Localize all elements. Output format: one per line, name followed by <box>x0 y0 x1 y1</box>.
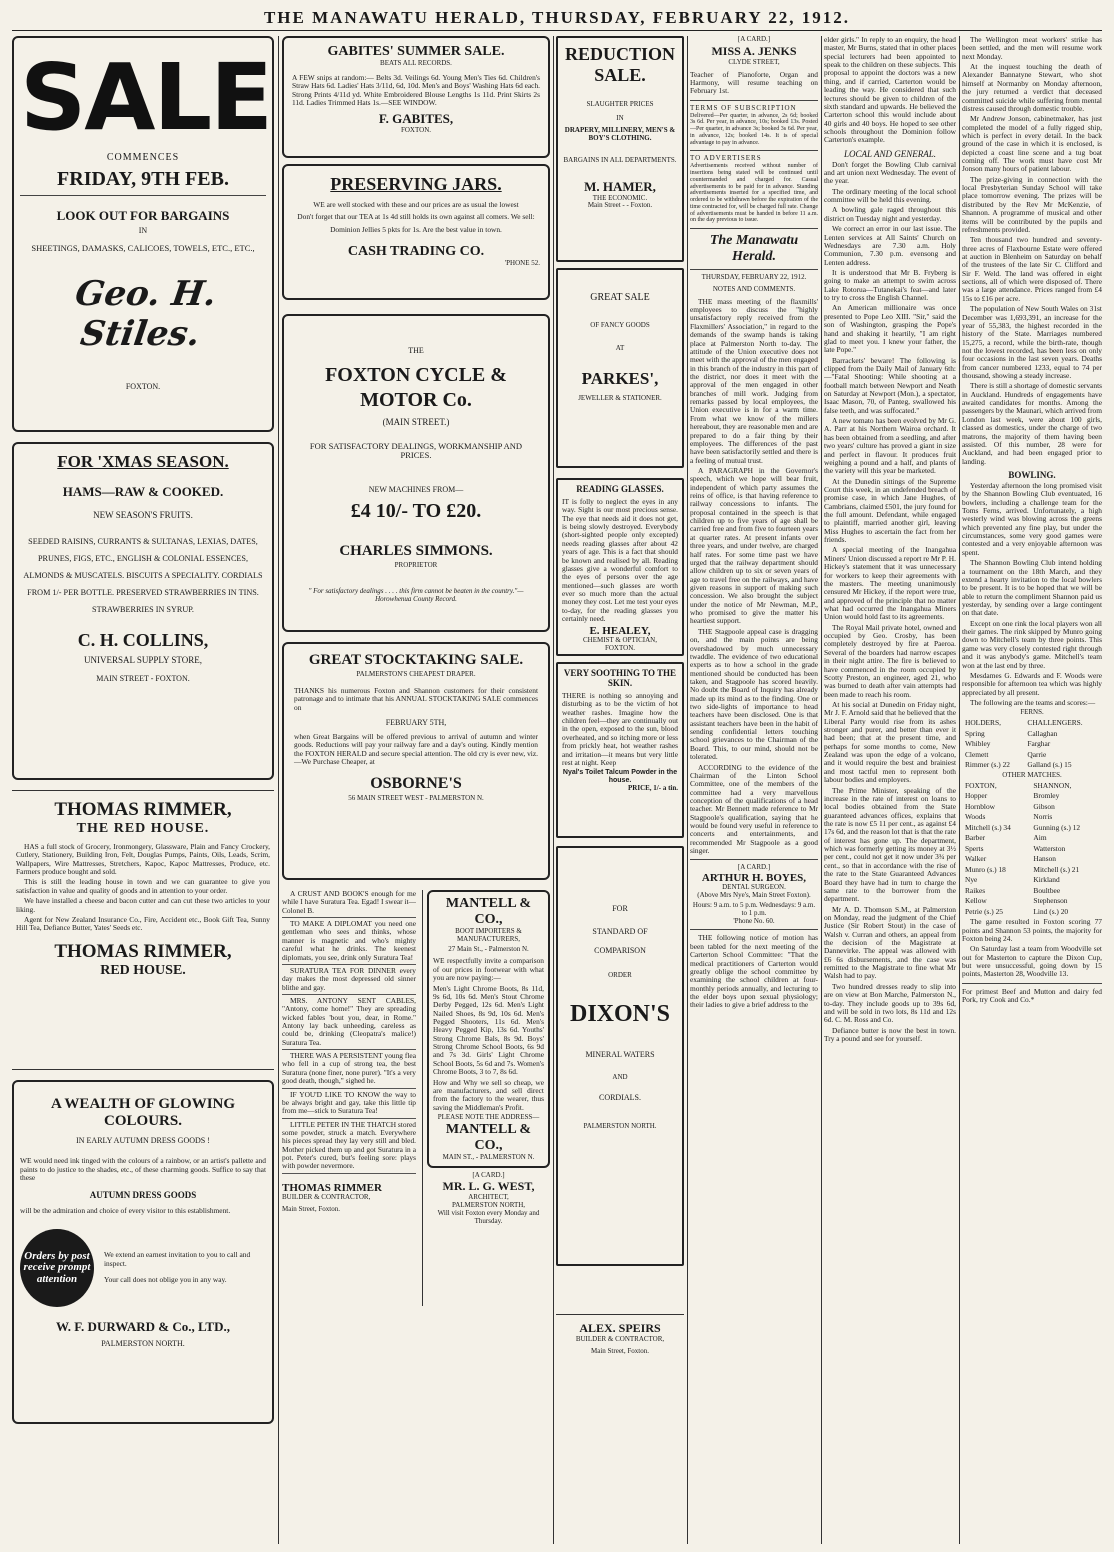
collins-hams: HAMS—RAW & COOKED. <box>62 484 224 499</box>
healey-body: IT is folly to neglect the eyes in any way. Sight is our most precious sense. The eye that needs aid it does not get, is being slowly destroyed. Everybody (short-sighted people only excepted) needs reading glasses after about 42 years of age. This is a fact that should be known and realised by all. Reading glasses give a wonderful comfort to the eyes of persons over the age mentioned—such glasses are worth ever so much more than the actual money they cost. Let me test your eyes to-day, for the reading glasses you certainly need. <box>562 497 678 624</box>
mantell-p1: WE respectfully invite a comparison of our prices in footwear with what you are now paying:— <box>433 956 544 983</box>
west-title: ARCHITECT, <box>468 1193 509 1202</box>
divider <box>690 100 818 101</box>
skin-ad <box>556 662 684 838</box>
healey-name: E. HEALEY, <box>589 625 651 638</box>
table-row: Petrie (s.) 25 Lind (s.) 20 <box>965 906 1069 916</box>
hamer-l3: DRAPERY, MILLINERY, MEN'S & BOY'S CLOTHING. <box>564 126 676 142</box>
cycle-prop: CHARLES SIMMONS. <box>339 543 493 560</box>
rimmer2-sub: BUILDER & CONTRACTOR, <box>282 1192 371 1201</box>
jars-ad <box>282 164 550 300</box>
suratura-items <box>282 890 416 1174</box>
local-title: LOCAL AND GENERAL. <box>844 148 936 159</box>
mantell-column <box>422 890 550 1306</box>
boyes-addr: (Above Mrs Nye's, Main Street Foxton). <box>697 891 811 900</box>
rimmer-p1: HAS a full stock of Grocery, Ironmongery, Glassware, Plain and Fancy Crockery, Cutlery, Stationery, Building Iron, Felt, Douglas Pumps, Paints, Oils, Leads, Scrim, Wallpapers, Wire Mattresses, Stretchers, Kapoc, Kapoc Mattresses, Produce, etc. Farmers produce bought and sold. <box>16 842 270 877</box>
dixon-l6: AND <box>612 1072 628 1081</box>
collins-list: SEEDED RAISINS, CURRANTS & SULTANAS, LEXIAS, DATES, PRUNES, FIGS, ETC., ENGLISH & COLONIAL ESSENCES, ALMONDS & MUSCATELS. BISCUITS A SPECIALITY. CORDIALS FROM 1/- PER BOTTLE. PRESERVED STRAWBERRIES IN TINS. STRAWBERRIES IN SYRUP. <box>23 537 263 614</box>
local-p8: A new tomato has been evolved by Mr G. A. Parr at his Northern Wairoa orchard. It has been obtained from a seedling, and after two years' culture has proved a giant in size and perfect in flavour. It produces fruit weighing a pound and a half, and plants of the variety will this year be marketed. <box>824 416 956 476</box>
terms-body: Delivered—Per quarter, in advance, 2s 6d; booked 3s 6d. Per year, in advance, 10s; booked 13s. Posted—Per quarter, in advance 3s; booked 3s 6d. Per year, in advance, 12s; booked 14s. It is of special advantage to pay in advance. <box>690 112 818 146</box>
local-p5: It is understood that Mr B. Fryberg is going to make an attempt to swim across Lake Rotorua—Tutanekai's feat—and later to try to cross the English Channel. <box>824 267 956 303</box>
suratura-item: LITTLE PETER IN THE THATCH stored some powder, struck a match. Everywhere his pieces spread they lay very still and bled. Mother picked them up and got Suratura in a pot. Peter's cured, but's feeling sore: plays with powder nevermore. <box>282 1121 416 1174</box>
table-row: Spring Callaghan <box>965 728 1058 738</box>
collins-address: MAIN STREET - FOXTON. <box>96 673 190 683</box>
divider <box>690 269 818 270</box>
stiles-in: IN <box>138 225 148 235</box>
column-2 <box>282 36 550 1306</box>
notes-p1: THE mass meeting of the flaxmills' employees to discuss the "highly unsatisfactory reply received from the Flaxmillers' Association," in regard to the demands of the swamp hands is taking place at Palmerston North to-day. The attitude of the Union executive does not meet with the approval of the men engaged in this branch of the industry in this part of the district, nor does it meet with the approval of the men engaged in other branches of mill work. Judging from remarks passed by local employees, the Union executive is in for a warm time. From what we know of the millers hereabout, they are reasonable men and are prepared to do a fair thing by their employees. The differences of the past have been satisfactorily settled and there is a feeling of mutual trust. <box>690 296 818 465</box>
local-p13: The Prime Minister, speaking of the increase in the rate of interest on loans to local bodies obtained from the State guaranteed advances offices, explains that the rate is now £5 11 per cent., as against £4 17s 6d, and the reason lot that is that the rate of interest has gone up. The department, which was formerly getting its money at 3½ per cent., could not get it now under 3¾ per cent., so that in accordance with the rise of the rate to the State Guaranteed Advances Board they have had in turn to charge the same rate to the borrower from the department. <box>824 785 956 904</box>
healey-title: READING GLASSES. <box>576 484 664 494</box>
column-3 <box>556 36 684 1356</box>
col6-p6: The population of New South Wales on 31st December was 1,693,391, an increase for the year of 55,383, the highest recorded in the history of the State. Marriages numbered 15,275, a record, while the birth-rate, though not the lowest recorded, has been less on only four occasions in the last seven years. Deaths from cancer numbered 1233, equal to 74 per thousand, showing a steady increase. <box>962 304 1102 381</box>
hamer-l4: BARGAINS IN ALL DEPARTMENTS. <box>563 155 677 164</box>
jenks-addr: CLYDE STREET, <box>728 57 780 66</box>
table-row: Clemett Qarrie <box>965 749 1047 759</box>
osborne-addr: 56 MAIN STREET WEST - PALMERSTON N. <box>348 793 484 802</box>
cycle-name: FOXTON CYCLE & MOTOR Co. <box>325 364 507 412</box>
speirs-sub: BUILDER & CONTRACTOR, <box>575 1335 665 1343</box>
west-addr: PALMERSTON NORTH, <box>451 1201 526 1210</box>
table-row: Rimmer (s.) 22 Galland (s.) 15 <box>965 760 1072 770</box>
terms-title: TERMS OF SUBSCRIPTION <box>690 103 797 112</box>
durward-sub: IN EARLY AUTUMN DRESS GOODS ! <box>76 1136 210 1145</box>
hamer-title: REDUCTION SALE. <box>564 44 675 85</box>
suratura-item: IF YOU'D LIKE TO KNOW the way to be always bright and gay, take this little tip from me—stick to Suratura Tea! <box>282 1091 416 1119</box>
skin-product: Nyal's Toilet Talcum Powder in the house. <box>562 769 678 785</box>
osborne-date: FEBRUARY 5TH, <box>385 717 447 727</box>
hamer-ad <box>556 36 684 262</box>
local-p2: The ordinary meeting of the local school committee will be held this evening. <box>824 186 956 205</box>
hamer-name: M. HAMER, <box>584 178 656 194</box>
table-row: Walker Hanson <box>965 854 1057 864</box>
divider <box>20 195 266 196</box>
column-rule <box>959 36 960 1544</box>
suratura-item: SURATURA TEA FOR DINNER every day makes the most depressed old sinner blithe and gay. <box>282 967 416 995</box>
jenks-card: [A CARD.] <box>737 36 771 43</box>
other-table <box>962 780 1102 919</box>
hamer-addr: Main Street - - Foxton. <box>587 201 653 210</box>
parkes-sub: JEWELLER & STATIONER. <box>578 394 662 403</box>
rimmer2-name: THOMAS RIMMER <box>282 1181 382 1194</box>
hamer-sub: THE ECONOMIC. <box>592 193 648 202</box>
osborne-name: OSBORNE'S <box>370 774 462 792</box>
dixon-ad <box>556 846 684 1266</box>
advertisers-body: Advertisements received without number of insertions being stated will be continued until countermanded and charged for. Casual advertisements to be paid for in advance. Standing advertisements inserted for a specified time, and ordered to be withdrawn before the expiration of the time contracted for, will be charged full rate. Change of advertisements must be handed in before 11 a.m. on the day previous to issue. <box>690 163 818 224</box>
cycle-quote: " For satisfactory dealings . . . . this firm cannot be beaten in the country."—Horowhenua County Record. <box>308 587 524 603</box>
dixon-l5: MINERAL WATERS <box>585 1050 655 1060</box>
gabites-name: F. GABITES, <box>378 111 454 127</box>
parkes-l2: OF FANCY GOODS <box>590 320 650 329</box>
table-header: HOLDERS, <box>965 718 1001 728</box>
durward-p1: WE would need ink tinged with the colours of a rainbow, or an artist's pallette and paints to do justice to the shades, etc., of these charming goods. Suffice to say that these <box>20 1156 266 1182</box>
dixon-l2: STANDARD OF <box>592 927 648 937</box>
notes-title: NOTES AND COMMENTS. <box>712 284 796 293</box>
durward-autumn: AUTUMN DRESS GOODS <box>89 1190 197 1201</box>
jars-name: CASH TRADING CO. <box>347 244 485 260</box>
cook-ad: For primest Beef and Mutton and dairy fed Pork, try Cook and Co.* <box>962 986 1102 1005</box>
local-p12: At his social at Dunedin on Friday night, Mr J. F. Arnold said that he believed that the Liberal Party would rise from its ashes stronger and purer, and better than ever it had been; that at the present time, and perhaps for some months to come, New Zealand was upon the edge of a volcano, and it would require the best and brainiest and most tactful men to represent both labour bodies and employers. <box>824 699 956 785</box>
cycle-ad <box>282 314 550 632</box>
skin-title: VERY SOOTHING TO THE SKIN. <box>563 668 677 688</box>
table-row: Raikes Boultbee <box>965 885 1061 895</box>
advertisers-title: TO ADVERTISERS <box>690 154 762 163</box>
collins-store: UNIVERSAL SUPPLY STORE, <box>83 655 203 666</box>
local-p1: Don't forget the Bowling Club carnival and art union next Wednesday. The event of the year. <box>824 159 956 186</box>
hamer-l2: IN <box>616 114 624 123</box>
boyes-name: ARTHUR H. BOYES, <box>701 872 807 885</box>
ferns-title: FERNS. <box>1020 708 1044 717</box>
orders-seal: Orders by post receive prompt attention <box>20 1229 94 1307</box>
durward-title: A WEALTH OF GLOWING COLOURS. <box>50 1096 236 1129</box>
dixon-l3: COMPARISON <box>594 946 646 956</box>
dixon-name: DIXON'S <box>569 1001 671 1028</box>
rimmer-footer: THOMAS RIMMER, <box>54 940 232 962</box>
gabites-title: GABITES' SUMMER SALE. <box>327 44 505 59</box>
stiles-lookout: LOOK OUT FOR BARGAINS <box>56 207 230 223</box>
mantell-p2: Men's Light Chrome Boots, 8s 11d, 9s 6d, 10s 6d. Men's Stout Chrome Derby Pegged, 12s 6d. Men's Light Nailed Shoes, 8s 9d, 10s 6d. Men's Pegged Shooters, 11s 6d. Men's Heavy Pegged Kip, 13s 6d. Youths' Strong Chrome Bals, 8s 9d. Boys' Strong Chrome School Boots, 6s 9d and 7s 3d. Girls' Light Chrome School Boots, 5s 6d and 7s. Women's Chrome Boots, 3 to 7, 8s 6d. <box>433 983 544 1077</box>
table-row: Sperts Watterston <box>965 843 1066 853</box>
durward-ad <box>12 1080 274 1424</box>
parkes-l1: GREAT SALE <box>590 292 650 303</box>
notes-p5: THE following notice of motion has been tabled for the next meeting of the Carterton School Committee: "That the medical practitioners of Carterton would greatly oblige the school committee by examining the school children at four-monthly periods annually, and lecturing to the elder boys upon sexual physiology; their ladies to give a brief address to the <box>690 933 818 1010</box>
table-row: Nye Kirkland <box>965 875 1060 885</box>
ferns-table <box>962 717 1102 772</box>
osborne-title: GREAT STOCKTAKING SALE. <box>308 652 524 668</box>
stiles-items: SHEETINGS, DAMASKS, CALICOES, TOWELS, ETC., ETC., <box>31 242 255 253</box>
local-p10: A special meeting of the Inangahua Miners' Union discussed a report re Mr P. H. Hickey's statement that it was unnecessary for workers to keep their agreements with the masters. The meeting unanimously censured Mr Hickey, if the report were true, and approved of the principle that no matter what had occurred the Inangahua Miners Union would hold fast to its agreements. <box>824 545 956 622</box>
durward-town: PALMERSTON NORTH. <box>101 1338 185 1348</box>
osborne-p2: when Great Bargains will be offered previous to arrival of autumn and winter goods. Reductions will pay your railway fare and a day's outing. Kindly mention the FOXTON HERALD and secure special attention. The old cry is ever new, viz.—We Purchase Cheaper, at <box>294 732 538 767</box>
cycle-street: (MAIN STREET.) <box>382 417 450 428</box>
mantell-note: PLEASE NOTE THE ADDRESS— <box>437 1112 540 1121</box>
col6-p2: At the inquest touching the death of Alexander Bannatyne Stewart, who shot himself at Normanby on Monday afternoon, the jury returned a verdict that deceased committed suicide while suffering from mental distress caused through domestic trouble. <box>962 62 1102 113</box>
dixon-l4: ORDER <box>608 970 632 979</box>
local-p11: The Royal Mail private hotel, owned and occupied by Geo. Crosby, has been completely destroyed by fire at Paeroa. Several of the boarders had narrow escapes in their night attire. The fire is believed to have commenced in the room occupied by Scotty Preston, an engineer, aged 21, who was burned to death after vain attempts had been made to reach his room. <box>824 622 956 699</box>
dixon-l1: FOR <box>612 904 628 913</box>
parkes-ad <box>556 268 684 468</box>
parkes-name: PARKES', <box>581 369 659 389</box>
skin-body: THERE is nothing so annoying and disturbing as to be the victim of hot weather rashes. Imagine how the children feel—they are continually out in the open, exposed to the sun, blood overheated, and so itching more or less from prickly heat, hot weather rashes and irritation—it means but very little rest at night. Keep <box>562 691 678 767</box>
col6-p7: There is still a shortage of domestic servants in Auckland. Hundreds of engagements have awaited candidates for months. Among the passengers by the Maunari, which arrived from London last week, were about 100 girls, classed as domestics, under the charge of two matrons, the majority of them having been assisted. Of this number, 28 were for Auckland, and had been engaged prior to landing. <box>962 381 1102 466</box>
dixon-l7: CORDIALS. <box>598 1093 641 1103</box>
healey-sub: CHEMIST & OPTICIAN, <box>583 636 657 645</box>
boyes-hours: Hours: 9 a.m. to 5 p.m. Wednesdays: 9 a.m. to 1 p.m. <box>692 900 816 917</box>
table-row: Kellow Stephenson <box>965 896 1068 906</box>
table-row: Barber Aim <box>965 833 1047 843</box>
rimmer2-addr: Main Street, Foxton. <box>282 1204 340 1213</box>
rimmer-p3: We have installed a cheese and bacon cutter and can cut these two articles to your liking. <box>16 896 270 914</box>
local-p7: Barrackets' beware! The following is clipped from the Daily Mail of January 6th:—"Fatal Shooting: While shooting at a football match between Newport and Neath on Saturday at Newport (Mon.), a spectator, Isaac Mason, 70, of Panteg, swallowed his false teeth, and was suffocated." <box>824 355 956 415</box>
west-name: MR. L. G. WEST, <box>442 1179 535 1194</box>
local-p15: Two hundred dresses ready to slip into are on view at Bon Marche, Palmerston N., to-day. They include goods up to 39s 6d, and will be sold in two lots, 8s 11d and 12s 6d. C. M. Ross and Co. <box>824 981 956 1025</box>
local-p6: An American millionaire was once presented to Pope Leo XIII. "Sir," said the son of Washington, grasping the Pope's hand and shaking it heartily, "I am right glad to meet you. I knew your father, the late Pope." <box>824 303 956 355</box>
other-title: OTHER MATCHES. <box>1002 770 1062 779</box>
stiles-ad <box>12 36 274 432</box>
rimmer-footer-house: RED HOUSE. <box>100 962 186 978</box>
table-header: CHALLENGERS. <box>1027 718 1083 728</box>
notes-p3: THE Stagpoole appeal case is dragging on, and the main points are being overshadowed by much unnecessary twaddle. The evidence of two educational experts as to how a school in the grade mentioned should be conducted has been taken, and Stagpoole has scored heavily. No doubt the Board of Inquiry has already made up its mind as to the finding. One or two side-lights of importance to head teachers have been disclosed. One is that assistant teachers have been in the habit of sending confidential letters touching school grievances to the Chairman of the Board. This, to our mind, should not be tolerated. <box>690 626 818 762</box>
jars-p3: Dominion Jellies 5 pkts for 1s. Are the best value in town. <box>330 224 502 234</box>
table-row: Hopper Bromley <box>965 791 1060 801</box>
col6-p4: The prize-giving in connection with the local Presbyterian Sunday School will take place tomorrow evening. The prizes will be distributed by the Rev Mr McKenzie, of Shannon. A programme of musical and other items will be contributed by the pupils and refreshments provided. <box>962 174 1102 234</box>
collins-name: C. H. COLLINS, <box>77 630 209 651</box>
gabites-ad <box>282 36 550 158</box>
local-p14: Mr A. D. Thomson S.M., at Palmerston on Monday, read the judgment of the Chief Justice (Sir Robert Stout) in the case of Walsh v. Curran and others, an appeal from the decision of the Magistrate at Dannevirke. The appeal was allowed with £6 6s disbursements, and the case was remitted to the Magistrate to fine what Mr Walsh had to pay. <box>824 904 956 981</box>
table-header: SHANNON, <box>1033 780 1072 790</box>
jars-p2: Don't forget that our TEA at 1s 4d still holds its own against all comers. We sell: <box>297 212 535 222</box>
cycle-proprietor: PROPRIETOR <box>394 561 438 570</box>
bowling-p7: On Saturday last a team from Woodville set out for Masterton to capture the Dixon Cup, but were unsuccessful, going down by 15 points, Masterton 28, Woodville 13. <box>962 944 1102 979</box>
mantell-name: MANTELL & CO., <box>445 896 532 927</box>
notes-p2: A PARAGRAPH in the Governor's speech, which we hope will bear fruit, independent of which party assumes the reins of office, is that having reference to railway concessions to infants. The proposal contained in the speech is that children up to five years of age shall be carried free and from five to fourteen years at quarter rates. At present infants over three years, and under twelve, are charged half rates. For some time past we have urged that the railway department should allow children up to six or seven years of age to travel free on the railways, and have given reasons in support of making such concession. We also brought the subject under the notice of Mr Newman, M.P., who promised to give the matter his heartiest support. <box>690 465 818 626</box>
column-rule <box>553 36 554 1544</box>
gabites-town: FOXTON. <box>400 126 431 135</box>
cycle-the: THE <box>408 346 424 355</box>
collins-fruits: NEW SEASON'S FRUITS. <box>93 510 193 520</box>
bowling-p4: Mesdames G. Edwards and F. Woods were responsible for afternoon tea which was highly appreciated by all present. <box>962 670 1102 697</box>
suratura-item: THERE WAS A PERSISTENT young flea who fell in a cup of strong tea, the best Suratura (none finer, none purer). "It's a very good death, though," sighed he. <box>282 1052 416 1088</box>
col6-p5: Ten thousand two hundred and seventy-three acres of Flaxbourne Estate were offered at auction in Blenheim on Saturday on behalf of the trustees of the late Sir C. Clifford and Sir F. Weld. The land was offered in eight sections, all of which were disposed of. There was a large attendance. Prices ranged from £4 15s to £16 per acre. <box>962 235 1102 303</box>
table-row: Woods Norris <box>965 812 1053 822</box>
stiles-date: FRIDAY, 9TH FEB. <box>57 167 229 190</box>
suratura-item: TO MAKE A DIPLOMAT you need one gentleman who sees and thinks, whose manner is magnetic and who's mighty careful what he drinks. The keenest diplomats, you see, drink only Suratura Tea! <box>282 920 416 965</box>
osborne-p1: THANKS his numerous Foxton and Shannon customers for their consistent patronage and to intimate that his ANNUAL STOCKTAKING SALE commences on <box>294 685 538 712</box>
cycle-dealings: FOR SATISFACTORY DEALINGS, WORKMANSHIP AND PRICES. <box>309 440 523 461</box>
durward-name: W. F. DURWARD & Co., LTD., <box>56 1318 230 1334</box>
speirs-name: ALEX. SPEIRS <box>579 1321 661 1335</box>
table-row: Hornblow Gibson <box>965 801 1055 811</box>
column-4 <box>690 36 818 1544</box>
dixon-town: PALMERSTON NORTH. <box>583 1121 657 1130</box>
osborne-ad <box>282 642 550 880</box>
local-p3: A bowling gale raged throughout this district on Tuesday night and yesterday. <box>824 205 956 223</box>
masthead: THE MANAWATU HERALD, THURSDAY, FEBRUARY 22, 1912. <box>263 8 851 27</box>
notes-p4: ACCORDING to the evidence of the Chairman of the Linton School Committee, one of the members of the committee had a very marvellous conception of the qualifications of a head teacher. Mr Bennett made reference to Mr Stagpoole's qualification, saying that he would be found very useful in reference to concerts and entertainments, and recommended Mr Stagpoole as a good singer. <box>690 762 818 856</box>
speirs-addr: Main Street, Foxton. <box>591 1346 649 1355</box>
table-row: Munro (s.) 18 Mitchell (s.) 21 <box>965 864 1080 874</box>
stiles-commences: COMMENCES <box>106 152 180 163</box>
collins-title: FOR 'XMAS SEASON. <box>57 452 229 471</box>
suratura-item: A CRUST AND BOOK'S enough for me while I have Suratura Tea. Egad! I swear it—Colonel B. <box>282 890 416 918</box>
local-cont: elder girls." In reply to an enquiry, the head master, Mr Burns, stated that in other places special lecturers had been appointed to speak to the children on these subjects. This proposal to appoint the doctors was a new thing, and if carried, Carterton would be leading the way. He considered that such lectures should be given to children of the sixth standard and upwards. He believed the Carterton school this would include about 40 girls and 40 boys. He hoped to see other schools throughout the Dominion follow Carterton's example. <box>824 36 956 145</box>
durward-p3: We extend an earnest invitation to you to call and inspect. <box>104 1250 251 1268</box>
boyes-card: [A CARD.] <box>737 863 771 872</box>
column-5 <box>824 36 956 1544</box>
local-p16: Defiance butter is now the best in town. Try a pound and see for yourself. <box>824 1025 956 1043</box>
jars-phone: 'PHONE 52. <box>504 259 540 268</box>
durward-p4: Your call does not oblige you in any way. <box>104 1275 227 1285</box>
masthead-rule <box>12 30 1102 31</box>
column-rule <box>687 36 688 1544</box>
col6-p1: The Wellington meat workers' strike has been settled, and the men will resume work next Monday. <box>962 36 1102 61</box>
bowling-p5: The following are the teams and scores:— <box>970 697 1096 707</box>
suratura-column <box>282 890 416 1306</box>
jars-p1: WE are well stocked with these and our prices are as usual the lowest <box>313 200 519 209</box>
skin-price: PRICE, 1/- a tin. <box>628 783 678 792</box>
rimmer-p2: This is still the leading house in town and we can guarantee to give you satisfaction in value and quality of goods and in attention to your order. <box>16 877 270 895</box>
herald-nameplate: The Manawatu Herald. <box>709 233 799 265</box>
mantell-name2: MANTELL & CO., <box>445 1121 532 1153</box>
divider <box>690 859 818 860</box>
cycle-machines: NEW MACHINES FROM— <box>368 485 464 495</box>
local-p4: We correct an error in our last issue. The Lenten services at All Saints' Church on Wednesdays are 7.30 a.m. Holy Communion, 7.30 p.m. evensong and Lenten address. <box>824 224 956 267</box>
osborne-sub: PALMERSTON'S CHEAPEST DRAPER. <box>356 670 476 678</box>
column-rule <box>821 36 822 1544</box>
gabites-body: A FEW snips at random:— Belts 3d. Veilings 6d. Young Men's Ties 6d. Children's Straw Hats 6d. Ladies' Hats 3/11d, 6d, 10d. Men's and Boys' Washing Hats 6d each. Strong Prints 4/11d yd. White Embroidered Blouse Lengths 1s 11d. Print Skirts 2s 11d. Ladies Trimmed Hats 1s.—SEE WINDOW. <box>292 72 540 107</box>
rimmer-name: THOMAS RIMMER, <box>54 799 232 820</box>
bowling-p3: Except on one rink the local players won all their games. The rink skipped by Munro going down to Mitchell's team by three points. This game was very closely contested right through and it was anybody's game. Mitchell's team won at the last end by three. <box>962 618 1102 670</box>
jars-title: PRESERVING JARS. <box>330 174 502 194</box>
mantell-addr: 27 Main St., - Palmerston N. <box>448 944 529 953</box>
stiles-town: FOXTON. <box>125 381 161 391</box>
boyes-title: DENTAL SURGEON. <box>722 883 786 892</box>
cycle-price: £4 10/- TO £20. <box>350 500 482 523</box>
divider <box>690 929 818 930</box>
rimmer-ad <box>12 790 274 1070</box>
collins-ad <box>12 442 274 780</box>
mantell-addr2: MAIN ST., - PALMERSTON N. <box>442 1152 535 1161</box>
table-header: FOXTON, <box>965 780 997 790</box>
suratura-item: MRS. ANTONY SENT CABLES, "Antony, come home!" They are spreading wicked fables 'bout you, dear, in Rome." Antony lay back unheeding, careless as could be, drinking (Cleopatra's malice!) Suratura Tea. <box>282 997 416 1050</box>
boyes-phone: 'Phone No. 60. <box>733 916 775 925</box>
bowling-title: BOWLING. <box>1008 469 1056 480</box>
jenks-body: Teacher of Pianoforte, Organ and Harmony, will resume teaching on February 1st. <box>690 69 818 96</box>
healey-ad <box>556 478 684 656</box>
jenks-name: MISS A. JENKS <box>711 43 797 58</box>
mantell-sub: BOOT IMPORTERS & MANUFACTURERS, <box>455 927 522 943</box>
stiles-signature: Geo. H. Stiles. <box>72 273 219 354</box>
column-6 <box>962 36 1102 1544</box>
column-1 <box>12 36 274 1430</box>
healey-town: FOXTON. <box>604 644 635 653</box>
divider <box>690 228 818 229</box>
mantell-ad <box>427 890 550 1168</box>
col6-p3: Mr Andrew Jonson, cabinetmaker, has just completed the model of a fully rigged ship, which is perfect in every detail. In the back ground of the case in which it is enclosed, is depicted a coast line scene and a tug boat coming off. The work must have cost Mr Jonson many hours of patient labour. <box>962 114 1102 174</box>
herald-date: THURSDAY, FEBRUARY 22, 1912. <box>701 273 807 282</box>
rimmer-house: THE RED HOUSE. <box>76 821 210 836</box>
bowling-p6: The game resulted in Foxton scoring 77 points and Shannon 53 points, the majority for Foxton being 24. <box>962 917 1102 943</box>
divider <box>690 150 818 151</box>
hamer-l1: SLAUGHTER PRICES <box>586 100 654 109</box>
table-row: Whibley Farghar <box>965 739 1051 749</box>
west-note: Will visit Foxton every Monday and Thursday. <box>437 1209 540 1225</box>
durward-p2: will be the admiration and choice of every visitor to this establishment. <box>20 1205 231 1215</box>
column-rule <box>278 36 279 1544</box>
parkes-l3: AT <box>615 344 625 353</box>
bowling-p2: The Shannon Bowling Club intend holding a tournament on the 18th March, and they extend a hearty invitation to the local bowlers to be present. It is to be hoped that we will be able to return the compliment Shannon paid us yesterday, by sending over a large contingent on that date. <box>962 558 1102 618</box>
rimmer-p4: Agent for New Zealand Insurance Co., Fire, Accident etc., Book Gift Tea, Sunny Hill Tea, Defiance Butter, Yates' Seeds etc. <box>16 914 270 933</box>
west-card: [A CARD.] <box>472 1170 505 1179</box>
local-p9: At the Dunedin sittings of the Supreme Court this week, in an undefended breach of promise case, in which Jane Hughes, of Cambrians, claimed £501, the jury found for the full amount. Defendant, while engaged to plaintiff, married another girl, leaving Miss Hughes to ascertain the fact from her friends. <box>824 476 956 545</box>
divider <box>962 983 1102 984</box>
stiles-sale: SALE <box>20 44 271 151</box>
bowling-p1: Yesterday afternoon the long promised visit by the Shannon Bowling Club eventuated, 16 bowlers, including a challenge team for the Toms Ferns, arrived. Unfortunately, a high westerly wind was blowing across the greens which prevented any fine play, but under the circumstances, some very good games were contested and a very enjoyable afternoon was spent. <box>962 480 1102 557</box>
table-row: Mitchell (s.) 34 Gunning (s.) 12 <box>965 822 1081 832</box>
mantell-p3: How and Why we sell so cheap, we are manufacturers, and sell direct from the factory to the wearer, thus saving the Middleman's Profit. <box>433 1077 544 1112</box>
gabites-sub: BEATS ALL RECORDS. <box>380 59 452 67</box>
